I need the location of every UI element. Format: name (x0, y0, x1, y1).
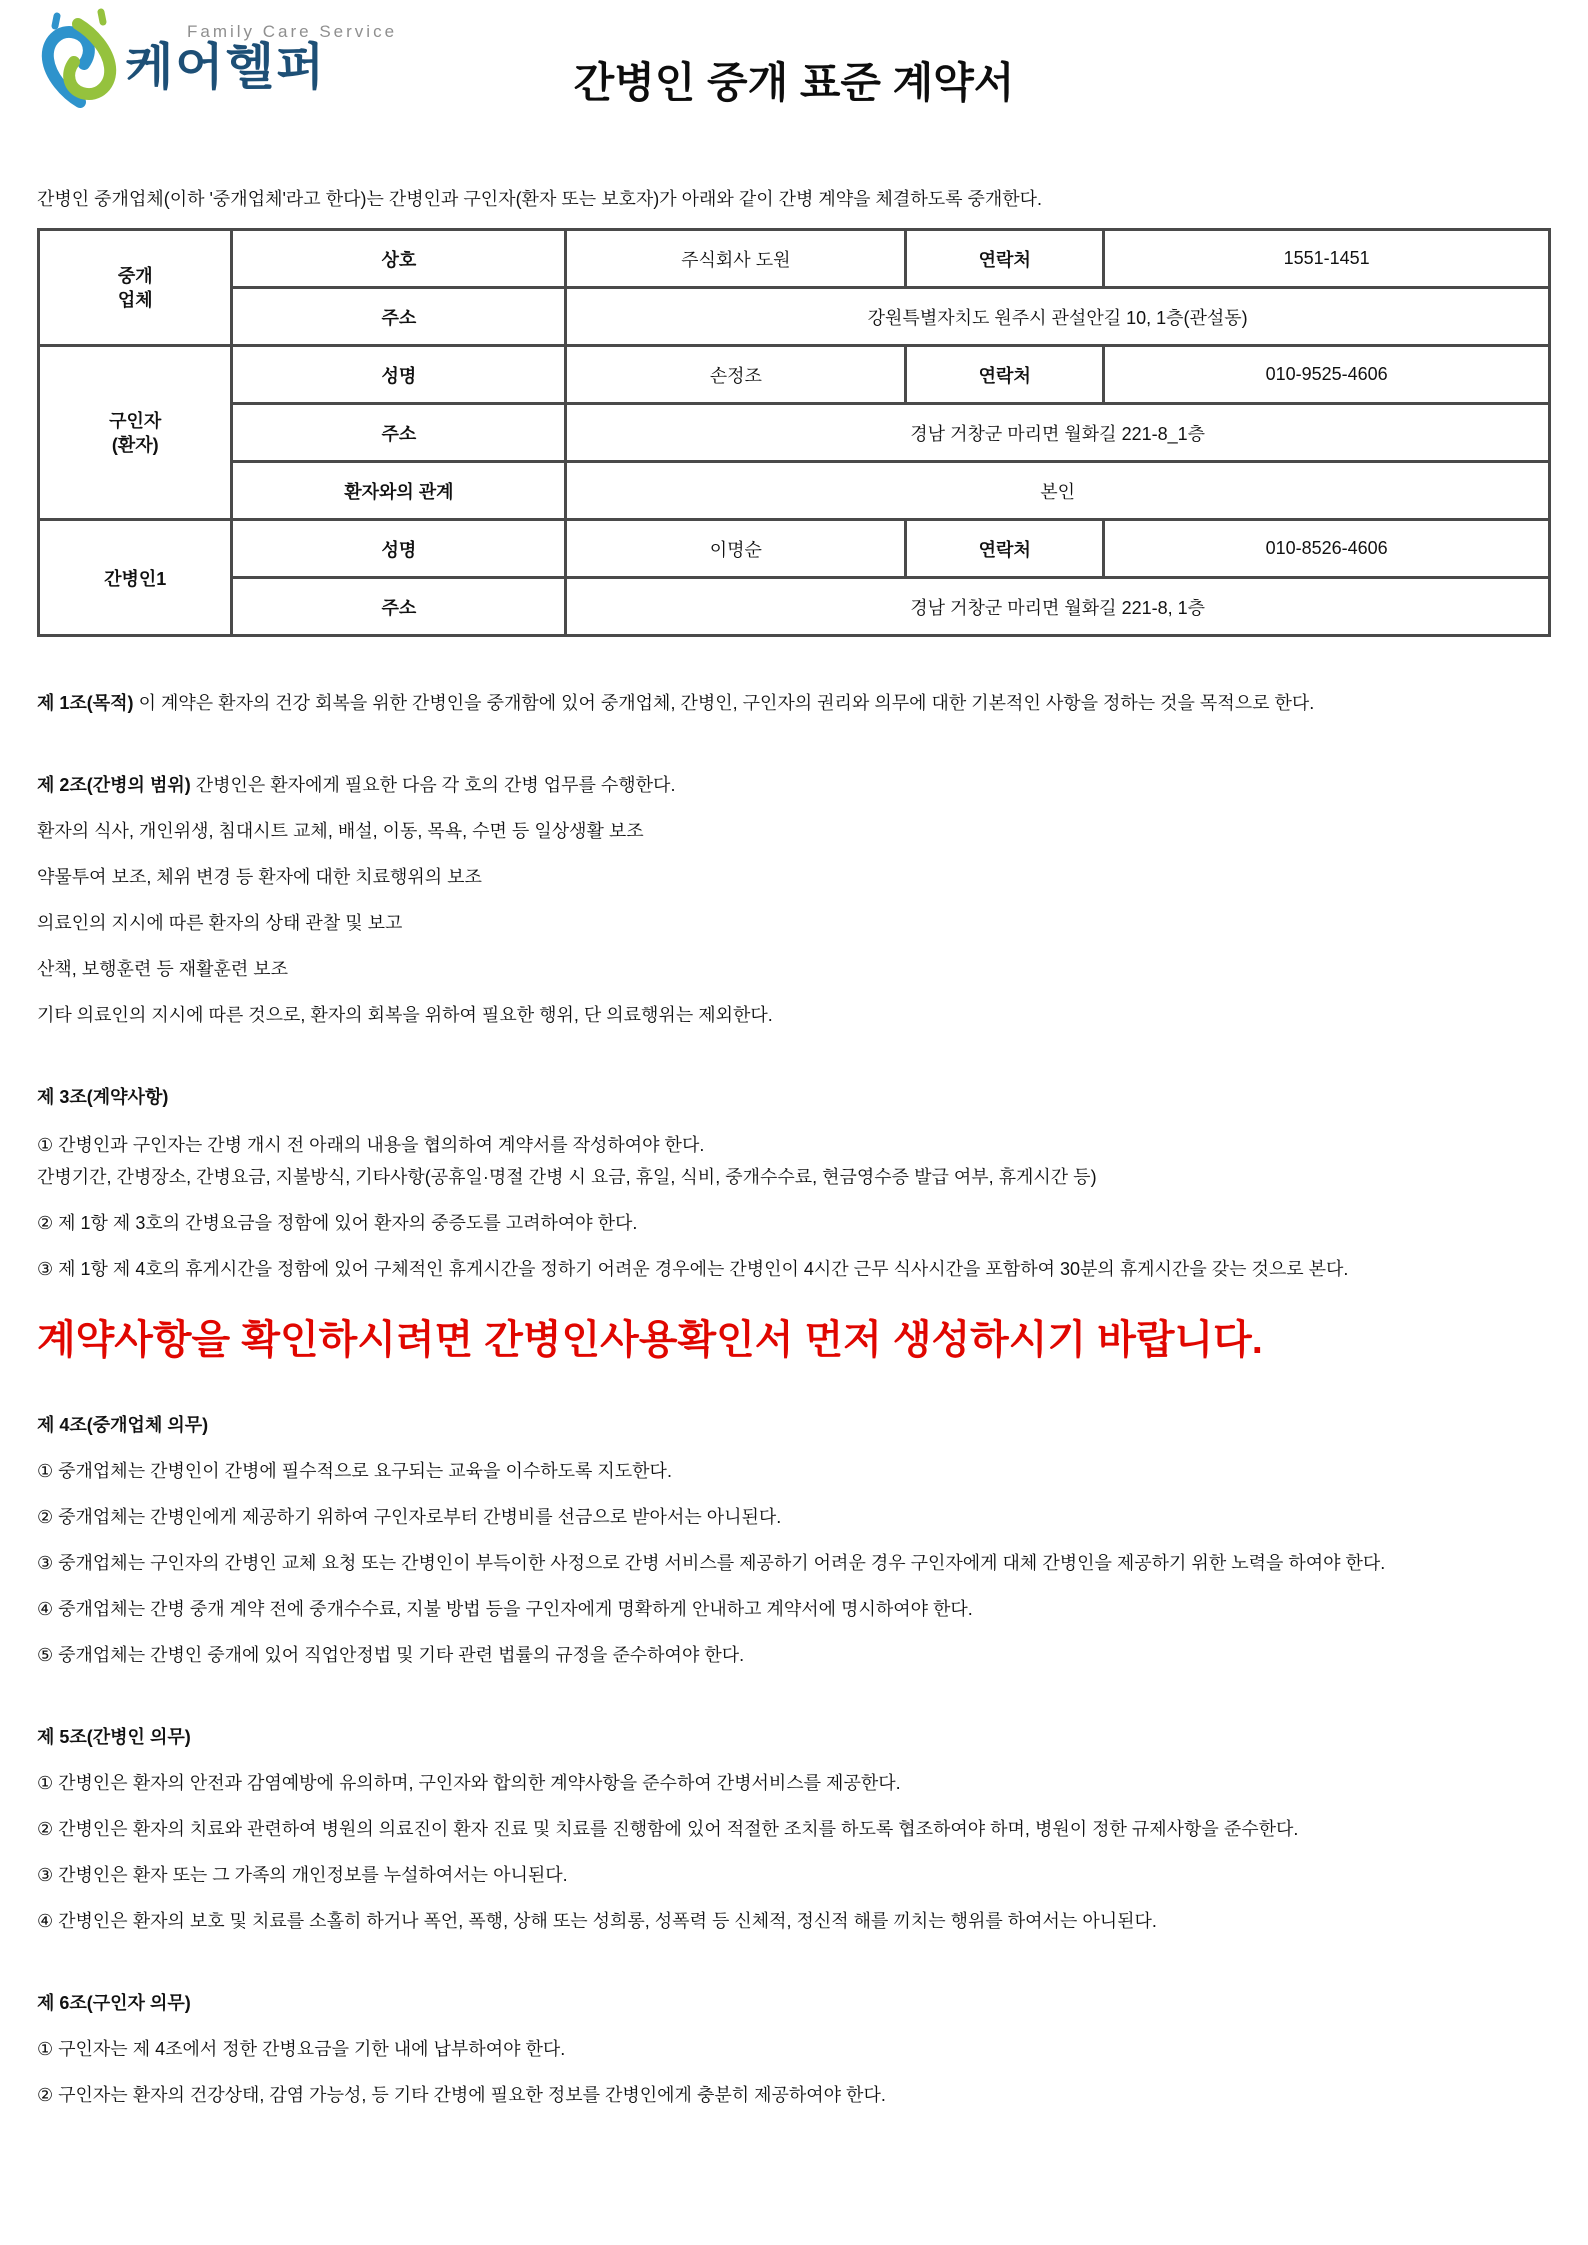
article-1-text: 이 계약은 환자의 건강 회복을 위한 간병인을 중개함에 있어 중개업체, 간병인, 구인자의 권리와 의무에 대한 기본적인 사항을 정하는 것을 목적으로 한다. (138, 693, 1315, 713)
article-4-heading: 제 4조(중개업체 의무) (37, 1415, 209, 1435)
document-header (37, 0, 1551, 128)
broker-name-value: 주식회사 도원 (566, 230, 906, 288)
parties-table (37, 228, 1551, 637)
client-contact-value: 010-9525-4606 (1104, 346, 1550, 404)
article-5-clause-4: ④ 간병인은 환자의 보호 및 치료를 소홀히 하거나 폭언, 폭행, 상해 또는 성희롱, 성폭력 등 신체적, 정신적 해를 끼치는 행위를 하여서는 아니된다. (37, 1911, 1157, 1931)
article-2-item: 산책, 보행훈련 등 재활훈련 보조 (37, 959, 289, 979)
broker-address-value: 강원특별자치도 원주시 관설안길 10, 1층(관설동) (566, 288, 1550, 346)
table-row (39, 578, 1550, 636)
broker-contact-label: 연락처 (906, 230, 1104, 288)
article-5-heading-row (37, 1721, 1551, 1753)
article-4-clause-1: ① 중개업체는 간병인이 간병에 필수적으로 요구되는 교육을 이수하도록 지도한다. (37, 1461, 672, 1481)
table-row (39, 346, 1550, 404)
article-3-clause-1-line1: ① 간병인과 구인자는 간병 개시 전 아래의 내용을 협의하여 계약서를 작성하여야 한다. (37, 1135, 705, 1155)
party-group-client-line2: (환자) (111, 434, 159, 455)
caregiver-address-label: 주소 (232, 578, 566, 636)
article-2-item: 약물투여 보조, 체위 변경 등 환자에 대한 치료행위의 보조 (37, 867, 482, 887)
article-1-body (37, 687, 1551, 719)
party-group-client (39, 346, 232, 520)
logo-text-block (125, 6, 397, 93)
article-4-clause-4: ④ 중개업체는 간병 중개 계약 전에 중개수수료, 지불 방법 등을 구인자에게 명확하게 안내하고 계약서에 명시하여야 한다. (37, 1599, 973, 1619)
article-6-clause-1: ① 구인자는 제 4조에서 정한 간병요금을 기한 내에 납부하여야 한다. (37, 2039, 566, 2059)
article-2-item: 환자의 식사, 개인위생, 침대시트 교체, 배설, 이동, 목욕, 수면 등 일상생활 보조 (37, 821, 644, 841)
article-2 (37, 769, 1551, 1031)
broker-address-label: 주소 (232, 288, 566, 346)
article-5-heading: 제 5조(간병인 의무) (37, 1727, 191, 1747)
article-4 (37, 1409, 1551, 1671)
party-group-broker-line1: 중개 (117, 265, 153, 286)
client-relation-value: 본인 (566, 462, 1550, 520)
broker-name-label: 상호 (232, 230, 566, 288)
article-4-clause-3: ③ 중개업체는 구인자의 간병인 교체 요청 또는 간병인이 부득이한 사정으로 간병 서비스를 제공하기 어려운 경우 구인자에게 대체 간병인을 제공하기 위한 노력을 하여야 한다. (37, 1553, 1386, 1573)
client-contact-label: 연락처 (906, 346, 1104, 404)
article-3-heading-row (37, 1081, 1551, 1113)
article-5-clause-2: ② 간병인은 환자의 치료와 관련하여 병원의 의료진이 환자 진료 및 치료를 진행함에 있어 적절한 조치를 하도록 협조하여야 하며, 병원이 정한 규제사항을 준수한다. (37, 1819, 1299, 1839)
client-relation-label: 환자와의 관계 (232, 462, 566, 520)
client-name-label: 성명 (232, 346, 566, 404)
party-group-caregiver: 간병인1 (39, 520, 232, 636)
article-6-heading: 제 6조(구인자 의무) (37, 1993, 191, 2013)
article-3-clause-3: ③ 제 1항 제 4호의 휴게시간을 정함에 있어 구체적인 휴게시간을 정하기 어려운 경우에는 간병인이 4시간 근무 식사시간을 포함하여 30분의 휴게시간을 갖는 것으로 본다. (37, 1259, 1349, 1279)
article-2-heading: 제 2조(간병의 범위) (37, 775, 191, 795)
article-2-text: 간병인은 환자에게 필요한 다음 각 호의 간병 업무를 수행한다. (195, 775, 676, 795)
party-group-broker (39, 230, 232, 346)
article-2-lead (37, 769, 1551, 801)
client-address-value: 경남 거창군 마리면 월화길 221-8_1층 (566, 404, 1550, 462)
caregiver-contact-label: 연락처 (906, 520, 1104, 578)
broker-contact-value: 1551-1451 (1104, 230, 1550, 288)
article-3-clause-1 (37, 1129, 1551, 1193)
party-group-broker-line2: 업체 (117, 289, 153, 310)
article-4-clause-5: ⑤ 중개업체는 간병인 중개에 있어 직업안정법 및 기타 관련 법률의 규정을 준수하여야 한다. (37, 1645, 745, 1665)
article-2-item: 의료인의 지시에 따른 환자의 상태 관찰 및 보고 (37, 913, 403, 933)
article-3-clause-1-line2: 간병기간, 간병장소, 간병요금, 지불방식, 기타사항(공휴일·명절 간병 시 요금, 휴일, 식비, 중개수수료, 현금영수증 발급 여부, 휴게시간 등) (37, 1167, 1097, 1187)
article-3 (37, 1081, 1551, 1285)
article-5-clause-1: ① 간병인은 환자의 안전과 감염예방에 유의하며, 구인자와 합의한 계약사항을 준수하여 간병서비스를 제공한다. (37, 1773, 901, 1793)
article-6-heading-row (37, 1987, 1551, 2019)
article-1-heading: 제 1조(목적) (37, 693, 134, 713)
heart-logo-icon (37, 6, 121, 114)
table-row (39, 230, 1550, 288)
intro-paragraph: 간병인 중개업체(이하 '중개업체'라고 한다)는 간병인과 구인자(환자 또는 보호자)가 아래와 같이 간병 계약을 체결하도록 중개한다. (37, 189, 1043, 209)
caregiver-name-label: 성명 (232, 520, 566, 578)
article-5 (37, 1721, 1551, 1937)
article-5-clause-3: ③ 간병인은 환자 또는 그 가족의 개인정보를 누설하여서는 아니된다. (37, 1865, 568, 1885)
article-4-clause-2: ② 중개업체는 간병인에게 제공하기 위하여 구인자로부터 간병비를 선금으로 받아서는 아니된다. (37, 1507, 782, 1527)
article-1 (37, 687, 1551, 719)
article-2-item: 기타 의료인의 지시에 따른 것으로, 환자의 회복을 위하여 필요한 행위, 단 의료행위는 제외한다. (37, 1005, 773, 1025)
article-3-clause-2: ② 제 1항 제 3호의 간병요금을 정함에 있어 환자의 중증도를 고려하여야 한다. (37, 1213, 638, 1233)
article-6-clause-2: ② 구인자는 환자의 건강상태, 감염 가능성, 등 기타 간병에 필요한 정보를 간병인에게 충분히 제공하여야 한다. (37, 2085, 886, 2105)
article-6 (37, 1987, 1551, 2111)
carehelper-logo (37, 6, 397, 114)
client-name-value: 손정조 (566, 346, 906, 404)
article-3-heading: 제 3조(계약사항) (37, 1087, 169, 1107)
logo-tagline: Family Care Service (187, 22, 398, 41)
article-4-heading-row (37, 1409, 1551, 1441)
table-row (39, 288, 1550, 346)
party-group-client-line1: 구인자 (109, 410, 162, 431)
table-row (39, 404, 1550, 462)
caregiver-name-value: 이명순 (566, 520, 906, 578)
table-row (39, 462, 1550, 520)
caregiver-address-value: 경남 거창군 마리면 월화길 221-8, 1층 (566, 578, 1550, 636)
client-address-label: 주소 (232, 404, 566, 462)
logo-brand-name: 케어헬퍼 (125, 39, 327, 95)
red-warning-text: 계약사항을 확인하시려면 간병인사용확인서 먼저 생성하시기 바랍니다. (37, 1318, 1263, 1362)
page-title: 간병인 중개 표준 계약서 (573, 59, 1015, 106)
table-row (39, 520, 1550, 578)
caregiver-contact-value: 010-8526-4606 (1104, 520, 1550, 578)
